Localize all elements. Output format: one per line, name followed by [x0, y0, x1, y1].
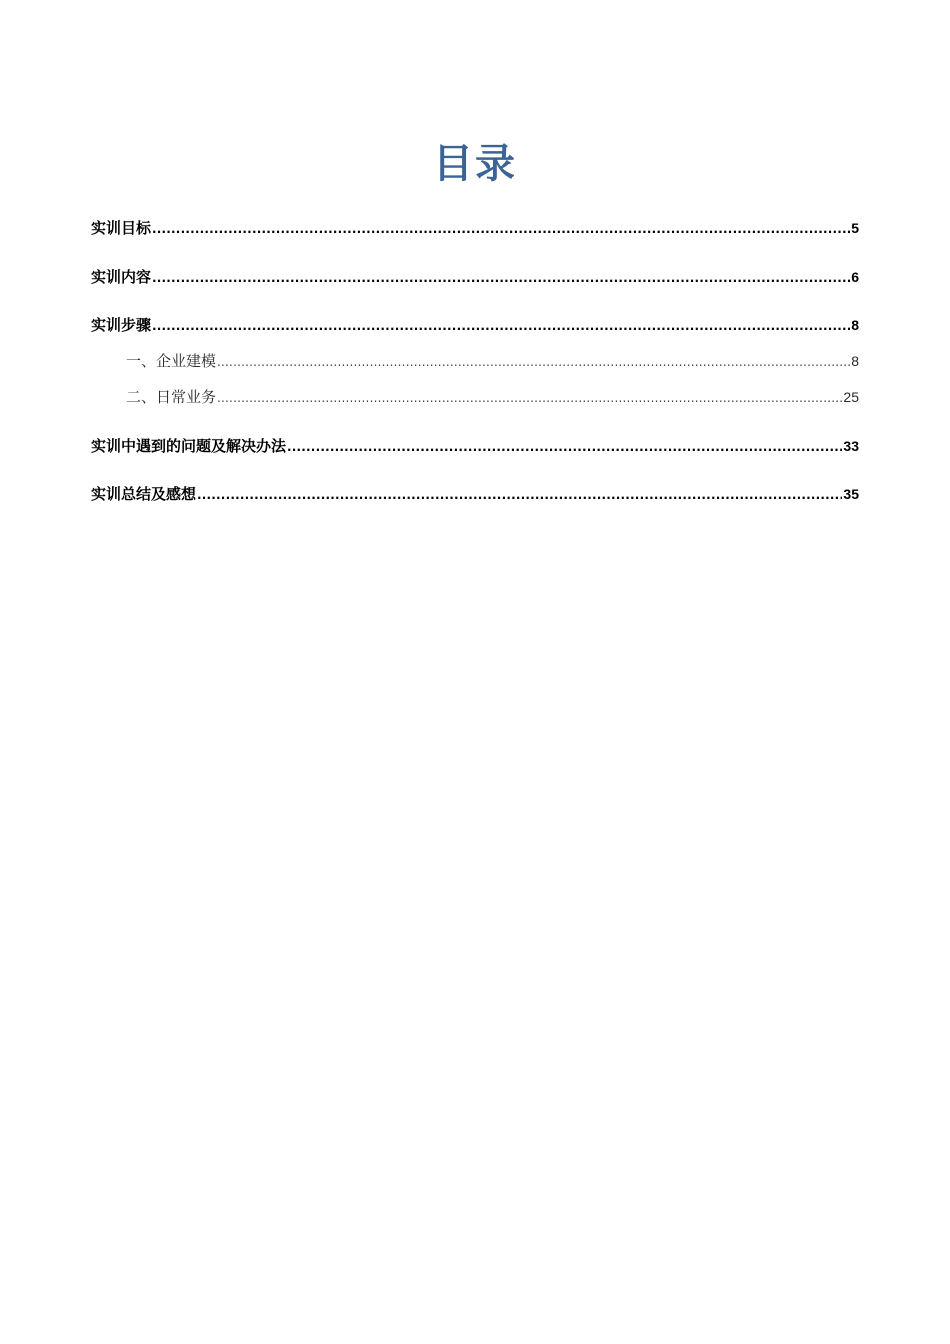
toc-entry[interactable]	[91, 261, 859, 287]
toc-entry-text: 实训总结及感想	[91, 485, 197, 503]
toc-entry[interactable]	[91, 430, 859, 456]
toc-entry-text: 实训内容	[91, 268, 152, 286]
toc-page-number: 35	[843, 486, 859, 502]
toc-page-number: 5	[851, 220, 859, 236]
toc-dot-leader	[152, 218, 850, 238]
toc-dot-leader	[287, 436, 842, 456]
toc-entry-text: 实训步骤	[91, 316, 152, 334]
toc-subentry[interactable]	[126, 345, 859, 371]
toc-subentry-text: 一、企业建模	[126, 352, 217, 370]
toc-page-number: 6	[851, 269, 859, 285]
toc-entry-text: 实训目标	[91, 219, 152, 237]
toc-page-number: 33	[843, 438, 859, 454]
toc-entry[interactable]	[91, 212, 859, 238]
toc-dot-leader	[217, 387, 842, 407]
toc-page-number: 25	[843, 389, 859, 405]
toc-subentry[interactable]	[126, 381, 859, 407]
toc-dot-leader	[152, 267, 850, 287]
toc-dot-leader	[197, 484, 842, 504]
toc-page-number: 8	[851, 317, 859, 333]
toc-entry-text: 实训中遇到的问题及解决办法	[91, 437, 287, 455]
toc-page-number: 8	[851, 353, 859, 369]
toc-title: 目录	[433, 140, 517, 187]
toc-entry[interactable]	[91, 478, 859, 504]
toc-subentry-text: 二、日常业务	[126, 388, 217, 406]
toc-dot-leader	[152, 315, 850, 335]
toc-dot-leader	[217, 351, 850, 371]
toc-entry[interactable]	[91, 309, 859, 335]
